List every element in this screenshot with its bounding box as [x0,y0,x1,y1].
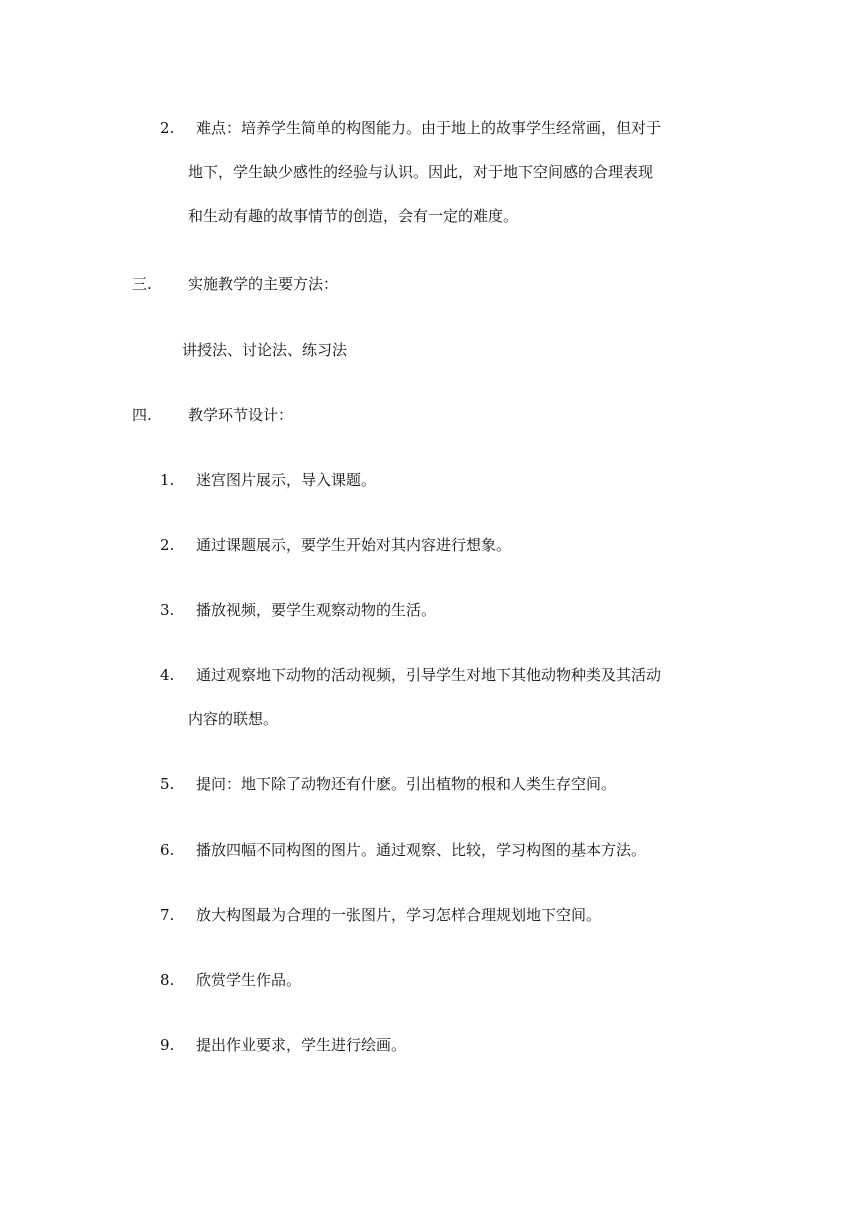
teaching-methods: 讲授法、讨论法、练习法 [182,341,348,359]
step-text: 欣赏学生作品。 [196,971,302,989]
step-item [160,665,661,685]
step-item [160,840,646,860]
difficulty-number: 2. [160,119,175,137]
difficulty-line-3: 和生动有趣的故事情节的创造，会有一定的难度。 [188,207,519,225]
step-continuation: 内容的联想。 [188,710,279,728]
section-four-title: 教学环节设计： [188,406,294,424]
section-four-number: 四. [132,406,152,424]
step-item [160,535,511,555]
step-number: 9. [160,1036,175,1054]
step-item [160,1035,406,1055]
step-text: 通过观察地下动物的活动视频，引导学生对地下其他动物种类及其活动 [196,666,662,684]
step-number: 2. [160,536,175,554]
step-text: 提出作业要求，学生进行绘画。 [196,1036,407,1054]
difficulty-line-1: 难点：培养学生简单的构图能力。由于地上的故事学生经常画，但对于 [196,119,662,137]
step-number: 5. [160,775,175,793]
step-item [160,774,616,794]
difficulty-item [160,118,661,138]
step-item [160,470,376,490]
step-text: 提问：地下除了动物还有什麽。引出植物的根和人类生存空间。 [196,775,617,793]
step-number: 3. [160,601,175,619]
step-item [160,905,601,925]
step-item [160,600,436,620]
step-text: 迷宫图片展示，导入课题。 [196,471,377,489]
step-text: 放大构图最为合理的一张图片，学习怎样合理规划地下空间。 [196,906,602,924]
step-number: 8. [160,971,175,989]
section-three-number: 三. [132,275,152,293]
step-number: 4. [160,666,175,684]
difficulty-line-2: 地下，学生缺少感性的经验与认识。因此，对于地下空间感的合理表现 [188,163,654,181]
section-four-heading [132,405,293,425]
step-number: 1. [160,471,175,489]
step-text: 播放视频，要学生观察动物的生活。 [196,601,437,619]
step-item [160,970,301,990]
section-three-title: 实施教学的主要方法： [188,275,339,293]
section-three-heading [132,274,338,294]
step-text: 通过课题展示，要学生开始对其内容进行想象。 [196,536,512,554]
step-number: 6. [160,841,175,859]
step-number: 7. [160,906,175,924]
step-text: 播放四幅不同构图的图片。通过观察、比较，学习构图的基本方法。 [196,841,647,859]
